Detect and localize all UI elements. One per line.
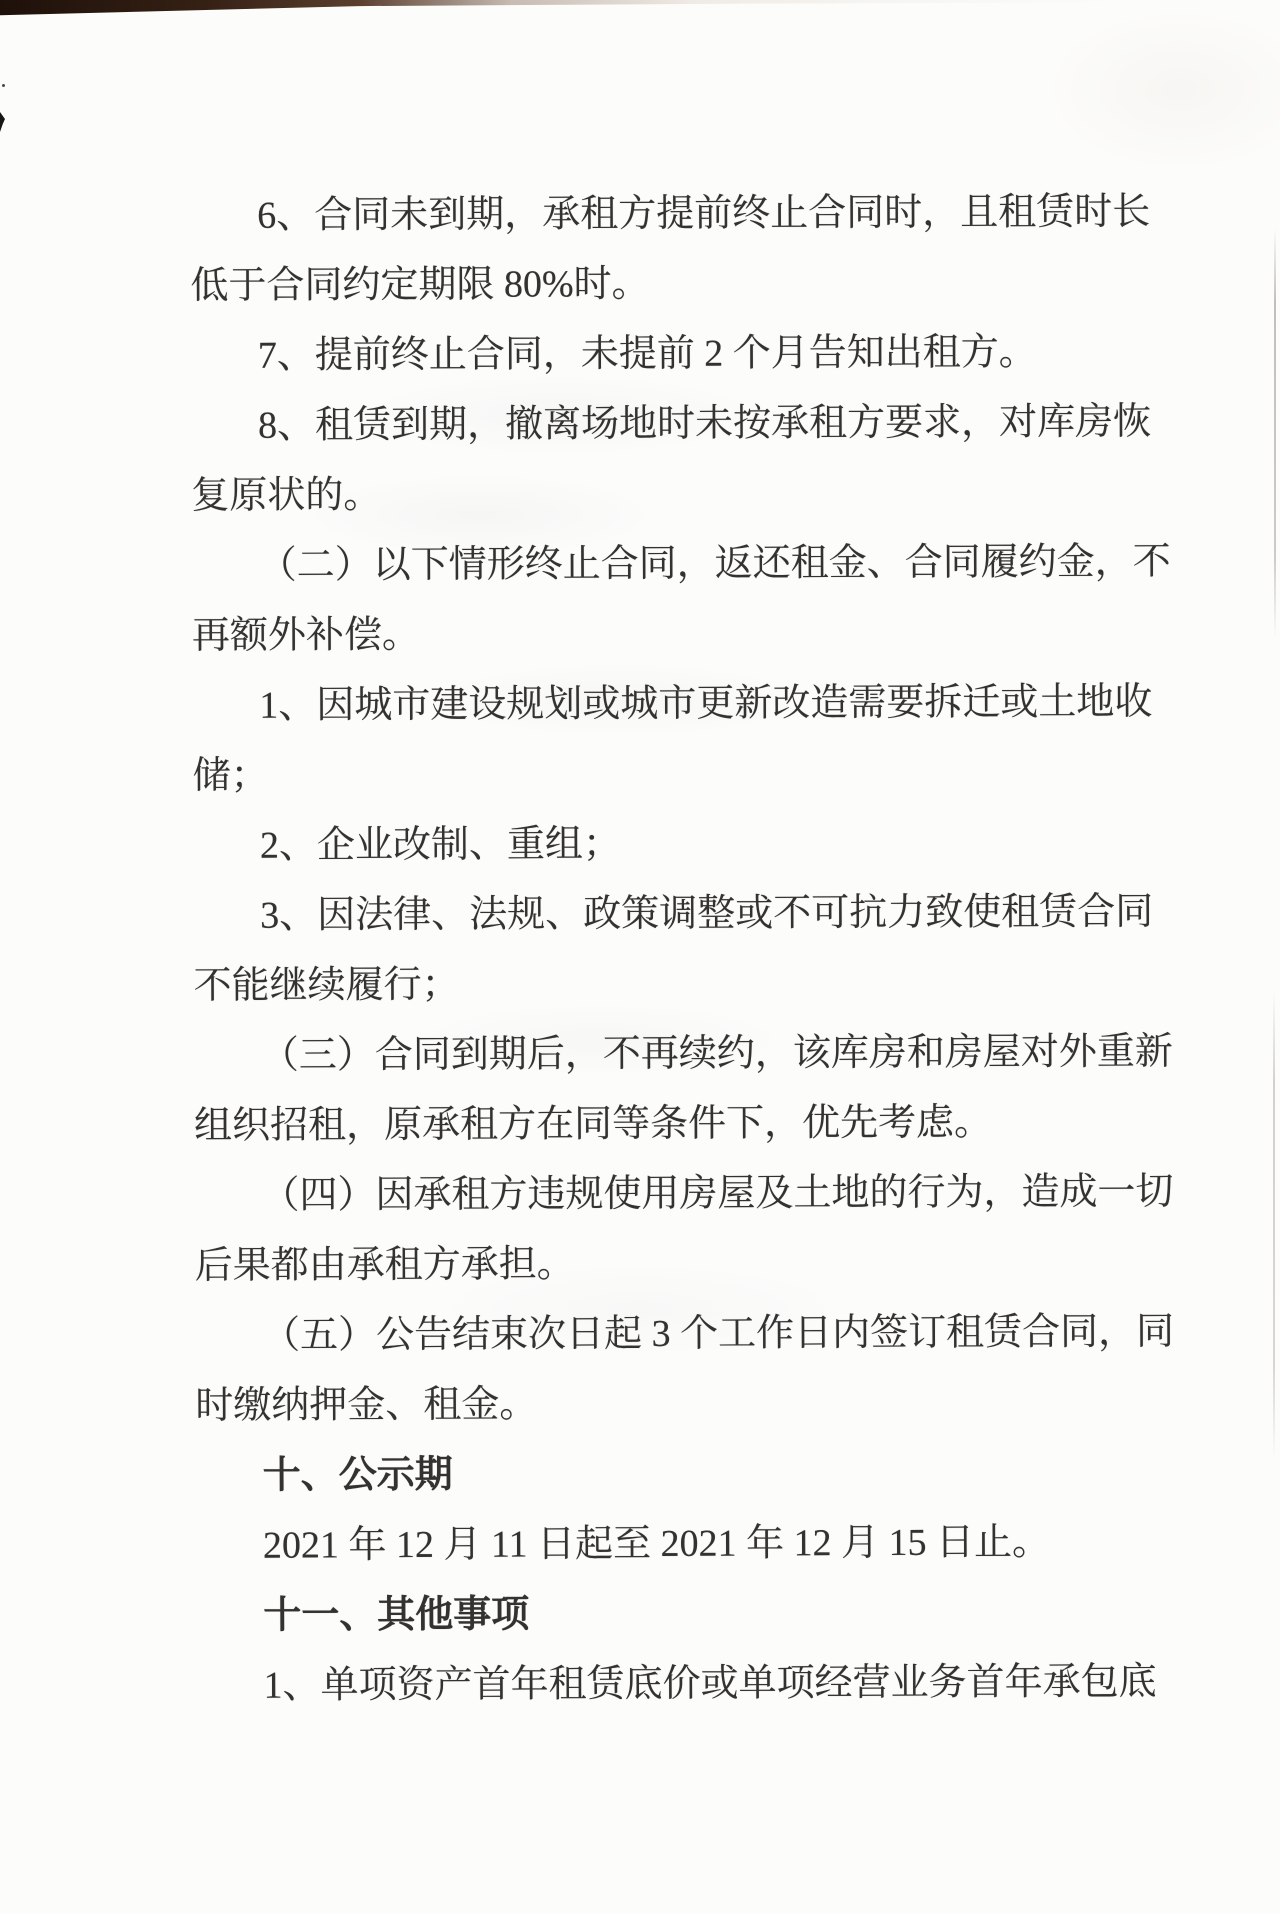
text-line-section-3: （三）合同到期后，不再续约，该库房和房屋对外重新	[260, 1030, 1173, 1077]
text-line-item-3-cont: 不能继续履行；	[193, 963, 460, 1007]
scan-left-edge-mark	[0, 112, 5, 132]
text-line-section-3-cont: 组织招租，原承租方在同等条件下，优先考虑。	[194, 1101, 993, 1147]
text-line-item-1: 1、因城市建设规划或城市更新改造需要拆迁或土地收	[259, 680, 1153, 727]
text-line-other-item-1: 1、单项资产首年租赁底价或单项经营业务首年承包底	[263, 1660, 1157, 1707]
text-line-section-5: （五）公告结束次日起 3 个工作日内签订租赁合同，同	[261, 1310, 1175, 1357]
scan-right-streak-lower	[1273, 990, 1275, 1460]
text-line-section-4-cont: 后果都由承租方承担。	[194, 1243, 575, 1287]
scan-speck-artifact	[2, 84, 5, 87]
text-line-clause-7: 7、提前终止合同，未提前 2 个月告知出租方。	[257, 331, 1037, 377]
text-line-item-2: 2、企业改制、重组；	[259, 823, 622, 867]
text-line-section-4: （四）因承租方违规使用房屋及土地的行为，造成一切	[261, 1170, 1174, 1217]
text-line-section-2: （二）以下情形终止合同，返还租金、合同履约金，不	[258, 540, 1171, 587]
text-line-section-2-cont: 再额外补偿。	[191, 614, 421, 657]
text-line-clause-6-cont: 低于合同约定期限 80%时。	[190, 262, 650, 307]
text-line-clause-8-cont: 复原状的。	[191, 474, 382, 517]
text-line-section-5-cont: 时缴纳押金、租金。	[195, 1383, 538, 1427]
section-heading-10: 十、公示期	[262, 1453, 453, 1497]
document-text-block	[190, 177, 1175, 1721]
scan-top-edge-artifact	[0, 0, 1280, 16]
text-line-item-3: 3、因法律、法规、政策调整或不可抗力致使租赁合同	[260, 890, 1154, 937]
section-heading-11: 十一、其他事项	[263, 1593, 530, 1637]
text-line-clause-8: 8、租赁到期，撤离场地时未按承租方要求，对库房恢	[257, 400, 1152, 447]
text-line-item-1-cont: 储；	[192, 754, 269, 797]
text-line-clause-6: 6、合同未到期，承租方提前终止合同时，且租赁时长	[257, 190, 1151, 237]
text-line-publicity-dates: 2021 年 12 月 11 日起至 2021 年 12 月 15 日止。	[262, 1521, 1051, 1567]
scan-right-streak-upper	[1274, 228, 1276, 638]
